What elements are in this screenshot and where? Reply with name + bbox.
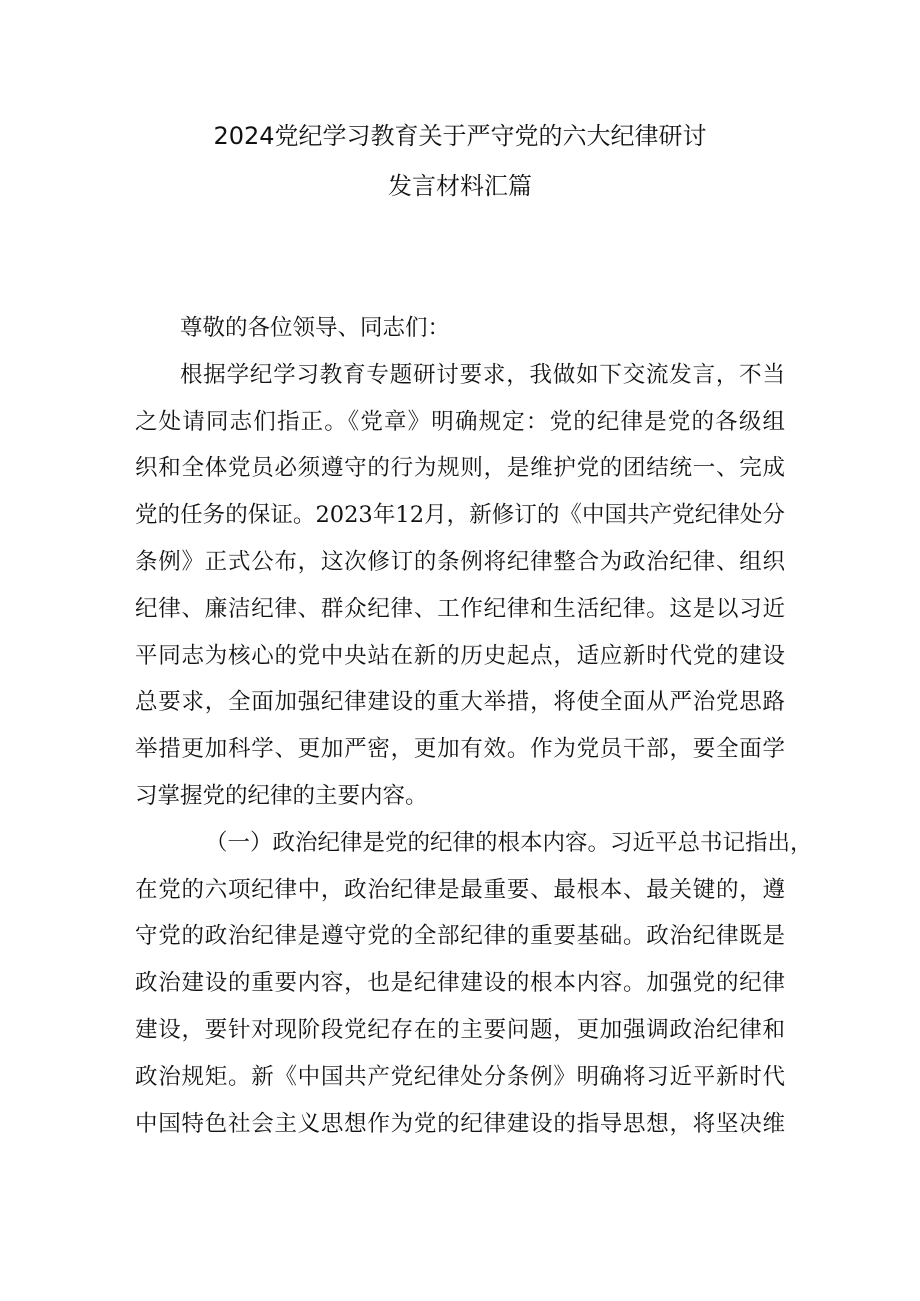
paragraph-line: 条例》正式公布，这次修订的条例将纪律整合为政治纪律、组织 — [135, 548, 785, 575]
paragraph-line: 党的任务的保证。2023年12月，新修订的《中国共产党纪律处分 — [135, 502, 785, 529]
paragraph-line: 建设，要针对现阶段党纪存在的主要问题，更加强调政治纪律和 — [135, 1016, 785, 1043]
paragraph-line: 在党的六项纪律中，政治纪律是最重要、最根本、最关键的，遵 — [135, 876, 785, 903]
paragraph-2 — [135, 820, 813, 1148]
paragraph-line: 总要求，全面加强纪律建设的重大举措，将使全面从严治党思路 — [135, 689, 785, 716]
paragraph-line: 平同志为核心的党中央站在新的历史起点，适应新时代党的建设 — [135, 642, 785, 669]
paragraph-line: 举措更加科学、更加严密，更加有效。作为党员干部，要全面学 — [135, 736, 785, 763]
paragraph-line: 根据学纪学习教育专题研讨要求，我做如下交流发言，不当 — [180, 361, 785, 388]
paragraph-line: （一）政治纪律是党的纪律的根本内容。习近平总书记指出， — [205, 829, 813, 856]
paragraph-line: 纪律、廉洁纪律、群众纪律、工作纪律和生活纪律。这是以习近 — [135, 595, 785, 622]
paragraph-line: 习掌握党的纪律的主要内容。 — [135, 782, 428, 809]
paragraph-line: 守党的政治纪律是遵守党的全部纪律的重要基础。政治纪律既是 — [135, 923, 785, 950]
document-title-line-1: 2024党纪学习教育关于严守党的六大纪律研讨 — [213, 122, 707, 150]
paragraph-line: 政治建设的重要内容，也是纪律建设的根本内容。加强党的纪律 — [135, 970, 785, 997]
paragraph-line: 政治规矩。新《中国共产党纪律处分条例》明确将习近平新时代 — [135, 1063, 785, 1090]
paragraph-line: 织和全体党员必须遵守的行为规则，是维护党的团结统一、完成 — [135, 455, 785, 482]
document-body — [135, 305, 813, 1147]
document-title-line-2: 发言材料汇篇 — [388, 172, 532, 200]
salutation: 尊敬的各位领导、同志们： — [180, 315, 451, 341]
paragraph-1 — [135, 352, 785, 820]
paragraph-line: 中国特色社会主义思想作为党的纪律建设的指导思想，将坚决维 — [135, 1110, 785, 1137]
paragraph-line: 之处请同志们指正。《党章》明确规定：党的纪律是党的各级组 — [135, 408, 785, 435]
